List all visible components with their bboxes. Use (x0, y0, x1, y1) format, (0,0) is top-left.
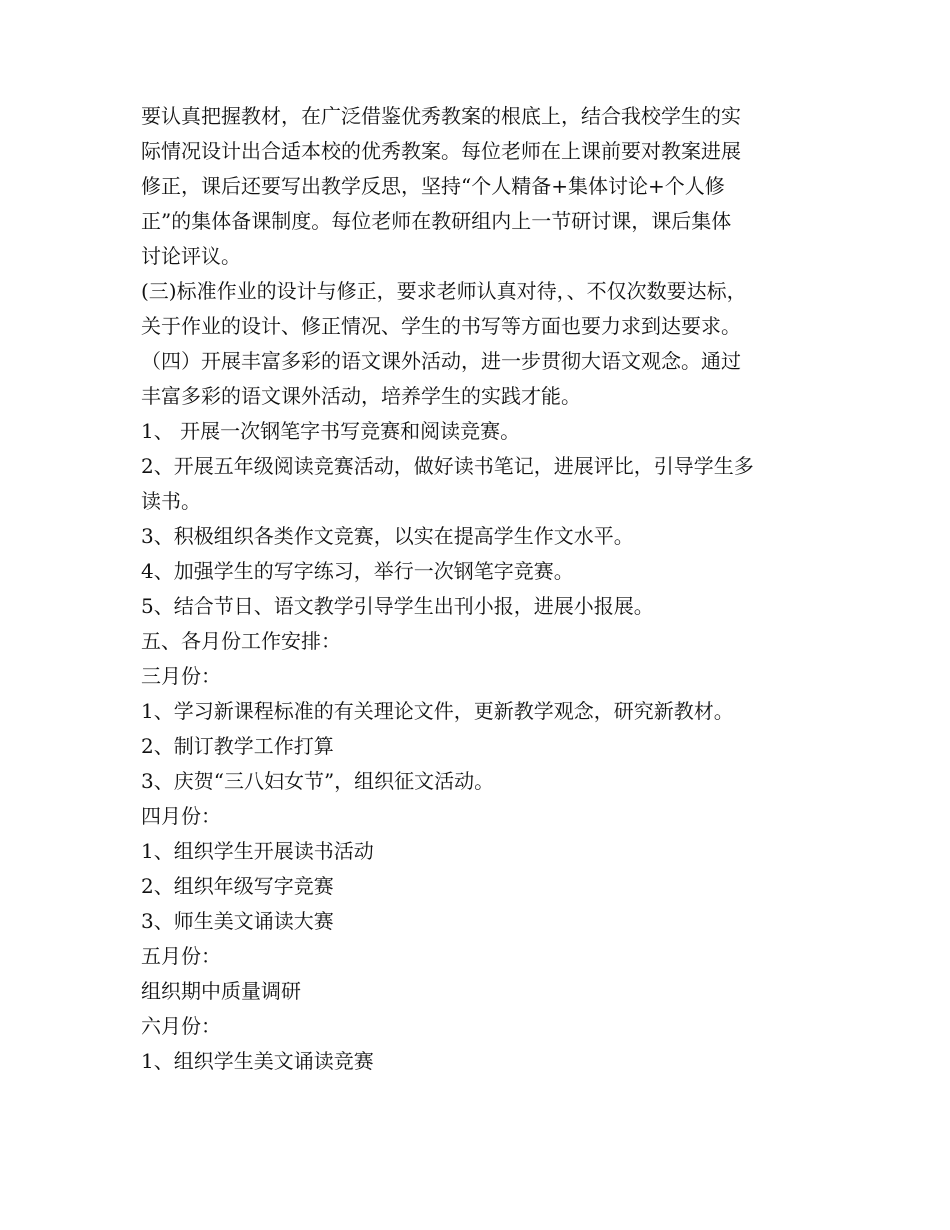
section-heading: 五、各月份工作安排： (141, 629, 341, 653)
text-line: 际情况设计出合适本校的优秀教案。每位老师在上课前要对教案进展 (141, 139, 741, 163)
document-body (141, 99, 831, 1079)
text-line: 丰富多彩的语文课外活动，培养学生的实践才能。 (141, 384, 581, 408)
list-item: 1、学习新课程标准的有关理论文件，更新教学观念，研究新教材。 (141, 699, 734, 723)
month-heading: 三月份： (141, 664, 221, 688)
text-line: 关于作业的设计、修正情况、学生的书写等方面也要力求到达要求。 (141, 314, 741, 338)
list-item: 3、积极组织各类作文竞赛，以实在提高学生作文水平。 (141, 524, 634, 548)
text-line: 读书。 (141, 489, 201, 513)
month-heading: 五月份： (141, 944, 221, 968)
list-item: 2、制订教学工作打算 (141, 734, 334, 758)
list-item: 1、 开展一次钢笔字书写竞赛和阅读竞赛。 (141, 419, 521, 443)
list-item: 3、师生美文诵读大赛 (141, 909, 334, 933)
list-item: 组织期中质量调研 (141, 979, 301, 1003)
list-item: 5、结合节日、语文教学引导学生出刊小报，进展小报展。 (141, 594, 654, 618)
text-line: 修正，课后还要写出教学反思，坚持“个人精备+集体讨论+个人修 (141, 174, 725, 198)
month-heading: 四月份： (141, 804, 221, 828)
text-line: （四）开展丰富多彩的语文课外活动，进一步贯彻大语文观念。通过 (141, 349, 741, 373)
list-item: 2、开展五年级阅读竞赛活动，做好读书笔记，进展评比，引导学生多 (141, 454, 754, 478)
list-item: 2、组织年级写字竞赛 (141, 874, 334, 898)
list-item: 1、组织学生美文诵读竞赛 (141, 1049, 374, 1073)
text-line: 讨论评议。 (141, 244, 241, 268)
list-item: 4、加强学生的写字练习，举行一次钢笔字竞赛。 (141, 559, 574, 583)
text-line: (三)标准作业的设计与修正，要求老师认真对待，、不仅次数要达标， (141, 279, 747, 303)
text-line: 要认真把握教材，在广泛借鉴优秀教案的根底上，结合我校学生的实 (141, 104, 741, 128)
text-line: 正”的集体备课制度。每位老师在教研组内上一节研讨课，课后集体 (141, 209, 732, 233)
list-item: 1、组织学生开展读书活动 (141, 839, 374, 863)
list-item: 3、庆贺“三八妇女节”，组织征文活动。 (141, 769, 495, 793)
month-heading: 六月份： (141, 1014, 221, 1038)
